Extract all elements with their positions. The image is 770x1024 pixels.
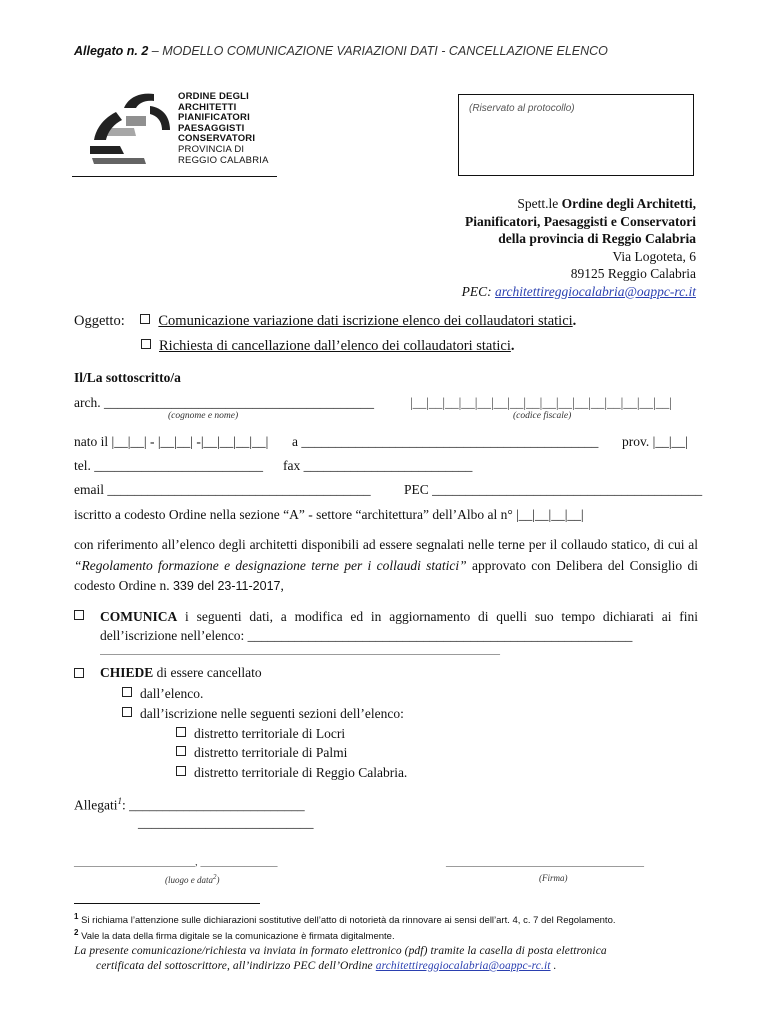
sections-label: dall’iscrizione nelle seguenti sezioni dell’elenco: [140, 706, 404, 721]
undersigned-heading [74, 370, 181, 386]
communicate-text: i seguenti dati, a modifica ed in aggiornamento di quelli suo tempo dichiarati ai fini dell’iscrizione nell’elenco: _________________________________________________________ [100, 609, 698, 643]
recipient-name: Ordine degli Architetti, [561, 196, 696, 211]
request-option-list [122, 686, 203, 702]
phone-line: tel. _________________________ [74, 458, 263, 473]
name-hint: (cognome e nome) [168, 411, 239, 421]
district-checkbox[interactable] [176, 766, 186, 776]
district-checkbox[interactable] [176, 746, 186, 756]
communicate-extra-line[interactable] [100, 645, 698, 656]
district-label: distretto territoriale di Locri [194, 726, 346, 741]
recipient-name-3: della provincia di Reggio Calabria [498, 231, 696, 246]
footnote-separator [74, 903, 260, 904]
communicate-paragraph [100, 607, 698, 645]
place-date-line: ______________________, ______________ [74, 856, 278, 868]
tax-code-field[interactable] [410, 395, 672, 411]
protocol-label: (Riservato al protocollo) [469, 103, 575, 114]
birth-place-line: a ____________________________________________ [292, 434, 599, 449]
subject-option-2-label: Richiesta di cancellazione dall’elenco dei collaudatori statici [159, 338, 511, 354]
logo-line: ARCHITETTI [178, 101, 237, 113]
salutation: Spett.le [517, 196, 562, 211]
place-date-hint [165, 873, 220, 885]
regulation-title: “Regolamento formazione e designazione terne per i collaudi statici” [74, 557, 467, 573]
arch-name-field[interactable] [74, 395, 374, 411]
subject-option-1: Oggetto: Comunicazione variazione dati iscrizione elenco dei collaudatori statici. [74, 313, 577, 329]
subject-option-2: Richiesta di cancellazione dall’elenco dei collaudatori statici. [141, 338, 515, 355]
document-header [74, 44, 608, 58]
register-number-line: iscritto a codesto Ordine nella sezione “A” - settore “architettura” dell’Albo al n° |__|__|__|__| [74, 507, 584, 522]
document-title: – MODELLO COMUNICAZIONE VARIAZIONI DATI - CANCELLAZIONE ELENCO [148, 44, 608, 58]
fax-line: fax _________________________ [283, 458, 473, 473]
subject-option-1-label: Comunicazione variazione dati iscrizione elenco dei collaudatori statici [158, 313, 573, 329]
communicate-checkbox[interactable] [74, 609, 84, 625]
pec-line: PEC ________________________________________ [404, 482, 703, 497]
protocol-box [458, 94, 694, 176]
undersigned-text: Il/La sottoscritto/a [74, 370, 181, 385]
reference-text-2: approvato con Delibera del Consiglio di codesto Ordine n. [74, 557, 698, 593]
email-line: email _______________________________________ [74, 482, 371, 497]
logo-line: REGGIO CALABRIA [178, 154, 269, 166]
province-line: prov. |__|__| [622, 434, 688, 449]
fax-field[interactable] [283, 458, 472, 474]
footnote-number: 2 [74, 928, 79, 937]
footnote-text: Si richiama l’attenzione sulle dichiarazioni sostitutive dell’atto di notorietà da rinnovare ai sensi dell’art. 4, c. 7 del Regolamento. [81, 915, 616, 927]
footnote-ref: 1 [117, 796, 122, 806]
signature-field[interactable] [446, 856, 644, 868]
district-label: distretto territoriale di Palmi [194, 745, 348, 760]
place-date-hint-text: (luogo e data [165, 875, 213, 885]
district-palmi [176, 745, 347, 761]
annex-number: Allegato n. 2 [74, 44, 149, 58]
logo-line: PROVINCIA DI [178, 143, 245, 155]
footnote-ref: 2 [213, 873, 217, 881]
logo-line: CONSERVATORI [178, 133, 256, 145]
district-label: distretto territoriale di Reggio Calabria. [194, 765, 408, 780]
tax-code-hint: (codice fiscale) [513, 411, 572, 421]
reference-paragraph [74, 535, 698, 597]
recipient-address [462, 195, 696, 300]
attachment-line-2[interactable] [138, 815, 314, 831]
communicate-line: ________________________________________________________________________________ [100, 645, 500, 656]
place-date-field[interactable] [74, 856, 278, 868]
recipient-pec-link[interactable]: architettireggiocalabria@oappc-rc.it [494, 283, 696, 299]
footnote-text: Vale la data della firma digitale se la comunicazione è firmata digitalmente. [81, 931, 395, 943]
attachments-field: Allegati$^1$: __________________________ [74, 796, 305, 813]
logo-line: PAESAGGISTI [178, 122, 245, 134]
province-field[interactable] [622, 434, 688, 450]
request-option-sections [122, 706, 404, 722]
recipient-name-2: Pianificatori, Paesaggisti e Conservatori [465, 213, 696, 229]
note-pec-link[interactable]: architettireggiocalabria@oappc-rc.it [375, 960, 551, 972]
resolution-number: 339 del 23-11-2017 [172, 579, 281, 593]
request-text: di essere cancellato [153, 665, 262, 680]
logo-divider [72, 176, 277, 177]
logo-line: ORDINE DEGLI [178, 91, 250, 102]
note-end: . [550, 960, 557, 972]
phone-field[interactable] [74, 458, 263, 474]
request-paragraph [100, 665, 262, 681]
recipient-street: Via Logoteta, 6 [612, 248, 696, 264]
logo-line: PIANIFICATORI [178, 112, 250, 124]
request-option-checkbox[interactable] [122, 687, 132, 697]
footnote-number: 1 [74, 912, 79, 921]
attachment-line: __________________________ [138, 815, 314, 830]
attachment-line[interactable]: __________________________ [129, 797, 305, 813]
arch-name-line: arch. ________________________________________ [74, 395, 374, 410]
birth-date-line: nato il |__|__| - |__|__| -|__|__|__|__| [74, 434, 269, 449]
subject-checkbox-1[interactable] [140, 314, 150, 324]
birth-date-field[interactable] [74, 434, 268, 450]
subject-label: Oggetto: [74, 313, 125, 329]
district-reggio [176, 765, 407, 781]
note-line-1: La presente comunicazione/richiesta va inviata in formato elettronico (pdf) tramite la casella di posta elettronica [74, 945, 607, 957]
district-checkbox[interactable] [176, 727, 186, 737]
submission-note [74, 944, 698, 974]
birth-place-field[interactable] [292, 434, 598, 450]
logo-wordmark [178, 92, 269, 166]
attachments-label: Allegati [74, 797, 118, 813]
signature-hint: (Firma) [539, 873, 568, 883]
place-date-hint-close: ) [216, 875, 220, 885]
register-number-field[interactable] [74, 507, 584, 523]
request-keyword: CHIEDE [100, 665, 154, 680]
subject-checkbox-2[interactable] [141, 339, 151, 349]
district-locri [176, 726, 345, 742]
footnote-1 [74, 912, 616, 926]
pec-label: PEC: [461, 283, 495, 299]
request-option-label: dall’elenco. [140, 686, 204, 701]
note-line-2: certificata del sottoscrittore, all’indirizzo PEC dell’Ordine [96, 960, 376, 972]
communicate-keyword: COMUNICA [100, 609, 178, 624]
request-checkbox[interactable] [74, 667, 84, 683]
signature-line: ____________________________________ [446, 856, 644, 868]
sections-checkbox[interactable] [122, 707, 132, 717]
pec-field[interactable] [404, 482, 702, 498]
footnote-2 [74, 928, 395, 942]
email-field[interactable] [74, 482, 371, 498]
reference-text-3: , [280, 578, 284, 593]
reference-text-1: con riferimento all’elenco degli architetti disponibili ad essere segnalati nelle terne per il collaudo statico, di cui al [74, 537, 698, 552]
tax-code-boxes: |__|__|__|__|__|__|__|__|__|__|__|__|__|__|__|__| [410, 395, 672, 410]
recipient-city: 89125 Reggio Calabria [570, 266, 696, 281]
